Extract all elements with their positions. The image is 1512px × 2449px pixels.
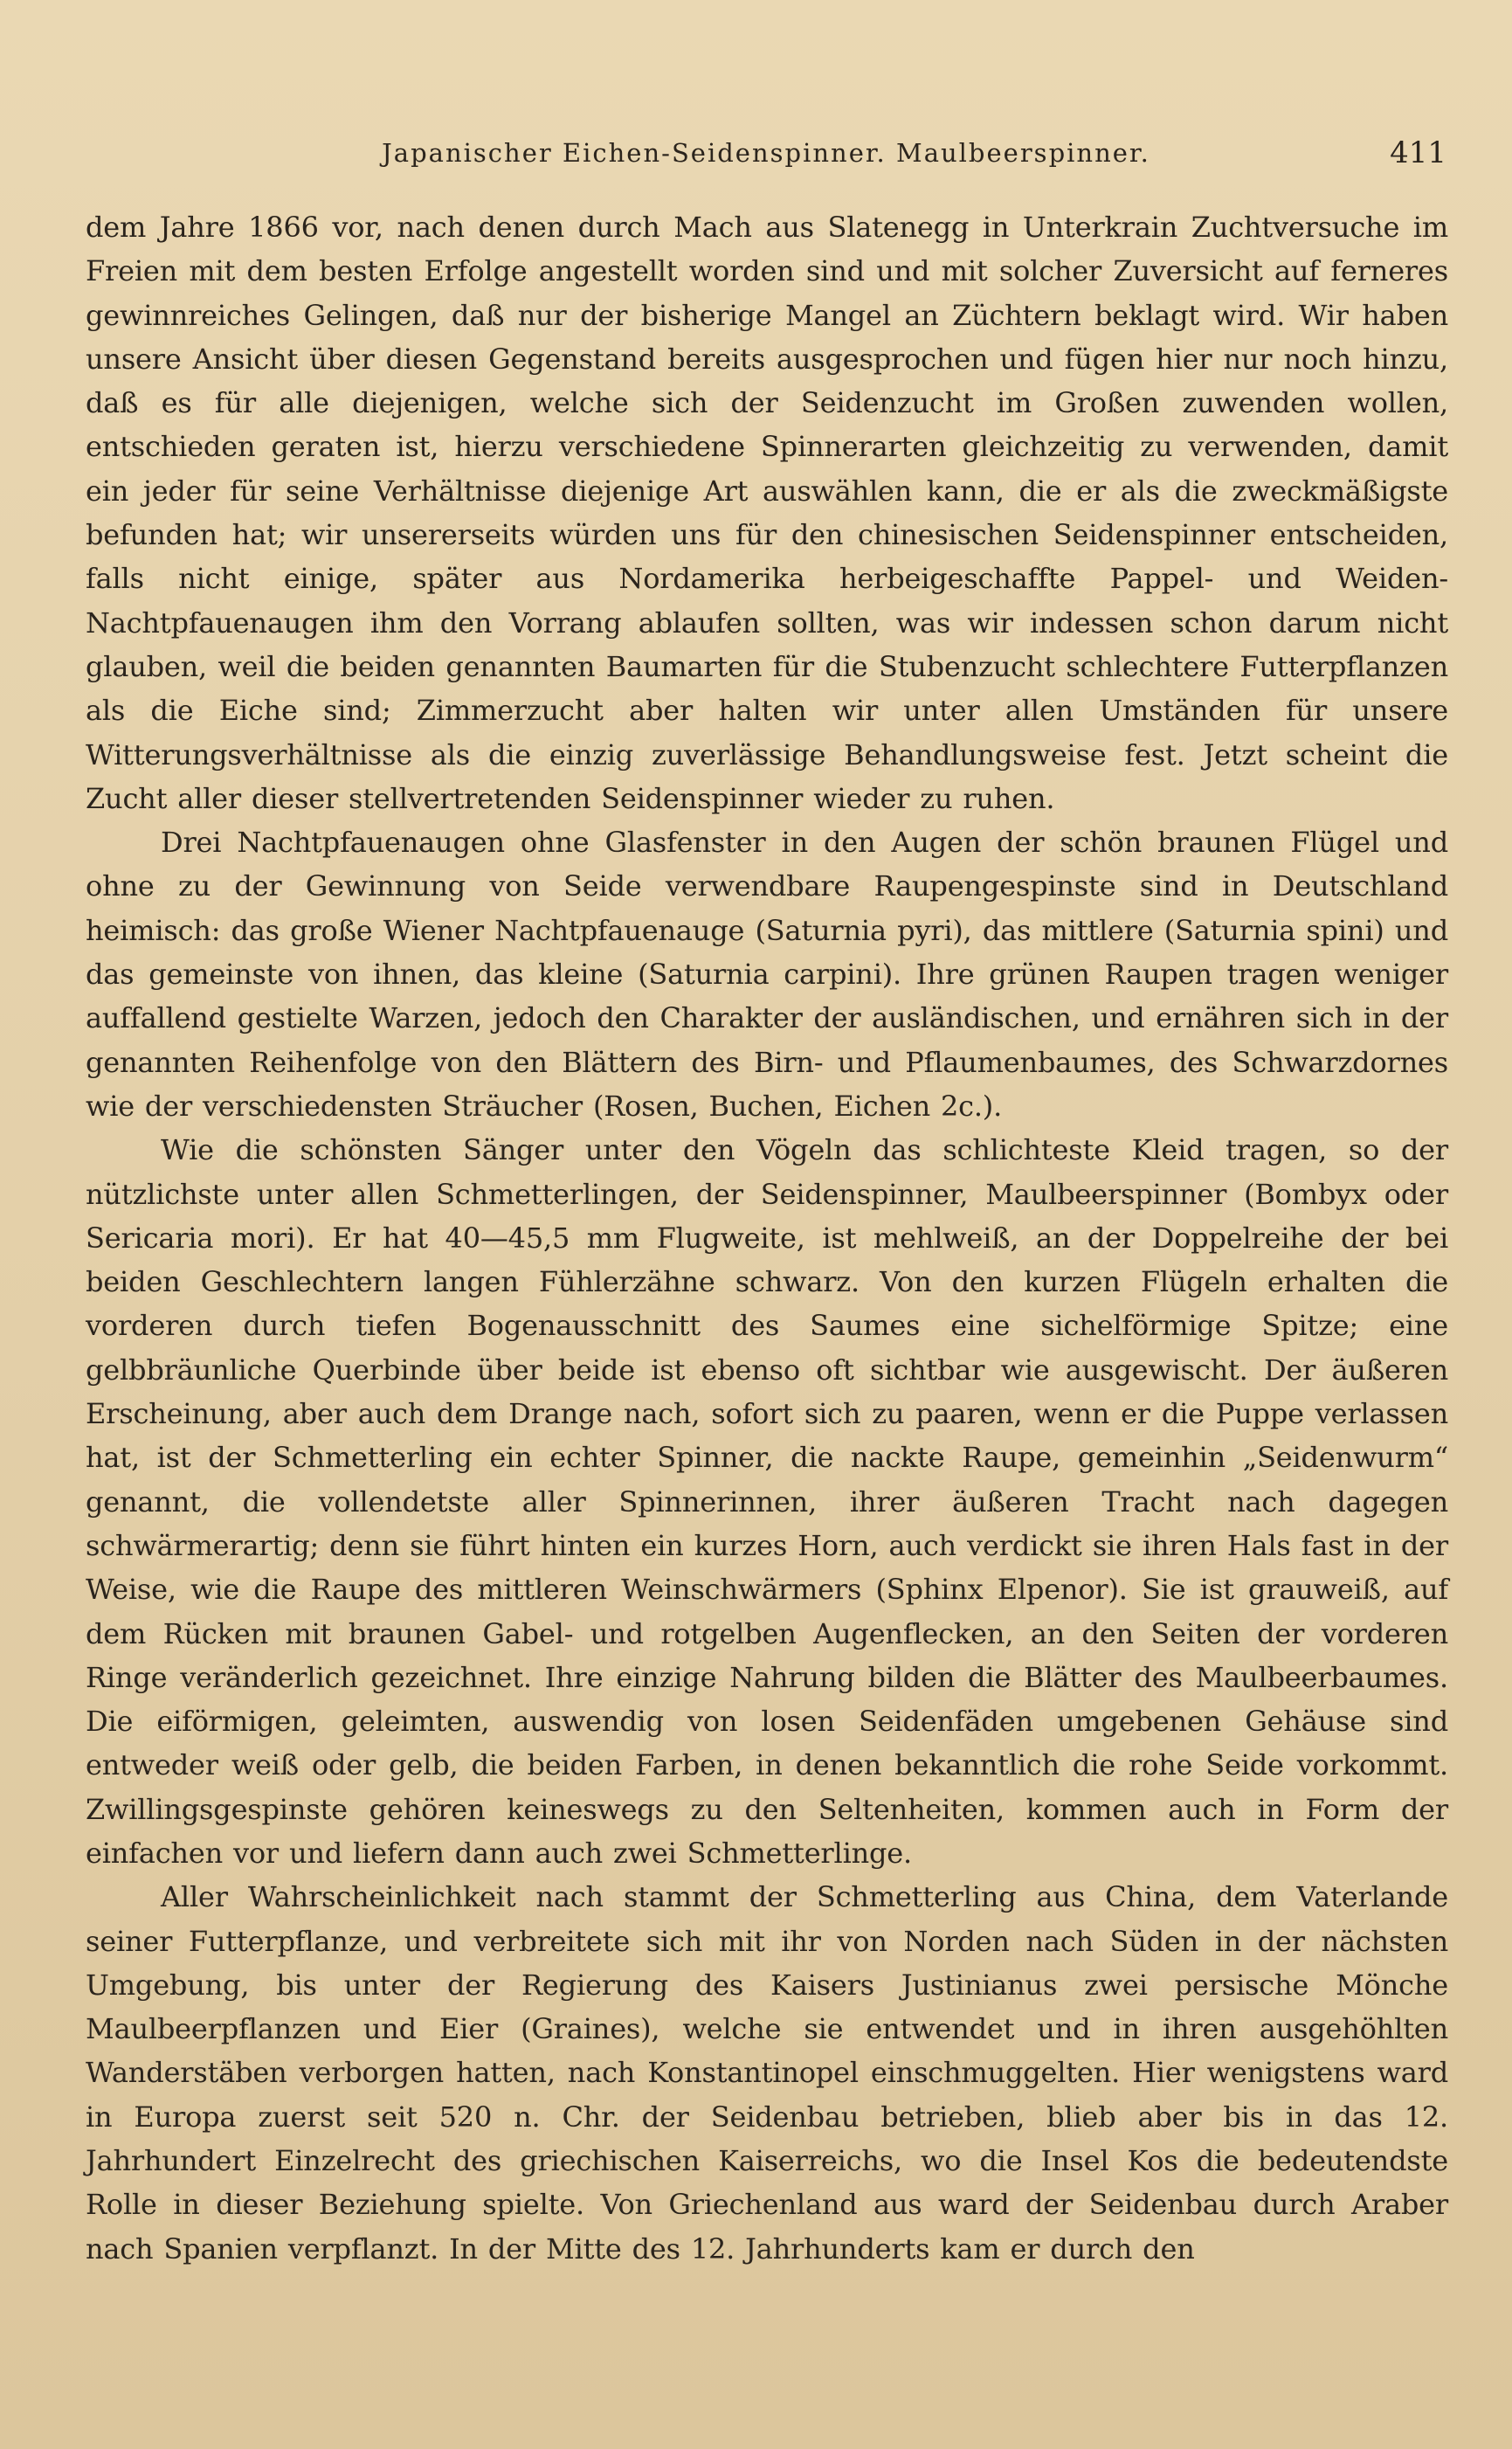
body-text (86, 205, 1448, 2271)
paragraph-seidenspinner: Wie die schönsten Sänger unter den Vögeln das schlichteste Kleid tragen, so der nützlichste unter allen Schmetterlingen, der Seidenspinner, Maulbeerspinner (Bombyx oder Sericaria mori). Er hat 40—45,5 mm Flugweite, ist mehlweiß, an der Doppelreihe der bei beiden Geschlechtern langen Fühlerzähne schwarz. Von den kurzen Flügeln erhalten die vorderen durch tiefen Bogenausschnitt des Saumes eine sichelförmige Spitze; eine gelbbräunliche Querbinde über beide ist ebenso oft sichtbar wie ausgewischt. Der äußeren Erscheinung, aber auch dem Drange nach, sofort sich zu paaren, wenn er die Puppe verlassen hat, ist der Schmetterling ein echter Spinner, die nackte Raupe, gemeinhin „Seidenwurm“ genannt, die vollendetste aller Spinnerinnen, ihrer äußeren Tracht nach dagegen schwärmerartig; denn sie führt hinten ein kurzes Horn, auch verdickt sie ihren Hals fast in der Weise, wie die Raupe des mittleren Weinschwärmers (Sphinx Elpenor). Sie ist grauweiß, auf dem Rücken mit braunen Gabel- und rotgelben Augenflecken, an den Seiten der vorderen Ringe veränderlich gezeichnet. Ihre einzige Nahrung bilden die Blätter des Maulbeerbaumes. Die eiförmigen, geleimten, auswendig von losen Seidenfäden umgebenen Gehäuse sind entweder weiß oder gelb, die beiden Farben, in denen bekanntlich die rohe Seide vorkommt. Zwillingsgespinste gehören keineswegs zu den Seltenheiten, kommen auch in Form der einfachen vor und liefern dann auch zwei Schmetterlinge. (86, 1133, 1448, 1870)
paragraph-nachtpfauenaugen: Drei Nachtpfauenaugen ohne Glasfenster in den Augen der schön braunen Flügel und ohne zu der Gewinnung von Seide verwendbare Raupengespinste sind in Deutschland heimisch: das große Wiener Nachtpfauenauge (Saturnia pyri), das mittlere (Saturnia spini) und das gemeinste von ihnen, das kleine (Saturnia carpini). Ihre grünen Raupen tragen weniger auffallend gestielte Warzen, jedoch den Charakter der ausländischen, und ernähren sich in der genannten Reihenfolge von den Blättern des Birn- und Pflaumenbaumes, des Schwarzdornes wie der verschiedensten Sträucher (Rosen, Buchen, Eichen 2c.). (86, 826, 1448, 1123)
page-header (86, 131, 1446, 175)
page-number: 411 (1390, 135, 1446, 170)
paragraph-history: Aller Wahrscheinlichkeit nach stammt der Schmetterling aus China, dem Vaterlande seiner Futterpflanze, und verbreitete sich mit ihr von Norden nach Süden in der nächsten Umgebung, bis unter der Regierung des Kaisers Justinianus zwei persische Mönche Maulbeerpflanzen und Eier (Graines), welche sie entwendet und in ihren ausgehöhlten Wanderstäben verborgen hatten, nach Konstantinopel einschmuggelten. Hier wenigstens ward in Europa zuerst seit 520 n. Chr. der Seidenbau betrieben, blieb aber bis in das 12. Jahrhundert Einzelrecht des griechischen Kaiserreichs, wo die Insel Kos die bedeutendste Rolle in dieser Beziehung spielte. Von Griechenland aus ward der Seidenbau durch Araber nach Spanien verpflanzt. In der Mitte des 12. Jahrhunderts kam er durch den (86, 1880, 1448, 2266)
running-title: Japanischer Eichen-Seidenspinner. Maulbeerspinner. (382, 138, 1150, 168)
paragraph-continuation: dem Jahre 1866 vor, nach denen durch Mach aus Slatenegg in Unterkrain Zuchtversuche im Freien mit dem besten Erfolge angestellt worden sind und mit solcher Zuversicht auf ferneres gewinnreiches Gelingen, daß nur der bisherige Mangel an Züchtern beklagt wird. Wir haben unsere Ansicht über diesen Gegenstand bereits ausgesprochen und fügen hier nur noch hinzu, daß es für alle diejenigen, welche sich der Seidenzucht im Großen zuwenden wollen, entschieden geraten ist, hierzu verschiedene Spinnerarten gleichzeitig zu verwenden, damit ein jeder für seine Verhältnisse diejenige Art auswählen kann, die er als die zweckmäßigste befunden hat; wir unsererseits würden uns für den chinesischen Seidenspinner entscheiden, falls nicht einige, später aus Nordamerika herbeigeschaffte Pappel- und Weiden-Nachtpfauenaugen ihm den Vorrang ablaufen sollten, was wir indessen schon darum nicht glauben, weil die beiden genannten Baumarten für die Stubenzucht schlechtere Futterpflanzen als die Eiche sind; Zimmerzucht aber halten wir unter allen Umständen für unsere Witterungsverhältnisse als die einzig zuverlässige Behandlungsweise fest. Jetzt scheint die Zucht aller dieser stellvertretenden Seidenspinner wieder zu ruhen. (86, 211, 1448, 815)
